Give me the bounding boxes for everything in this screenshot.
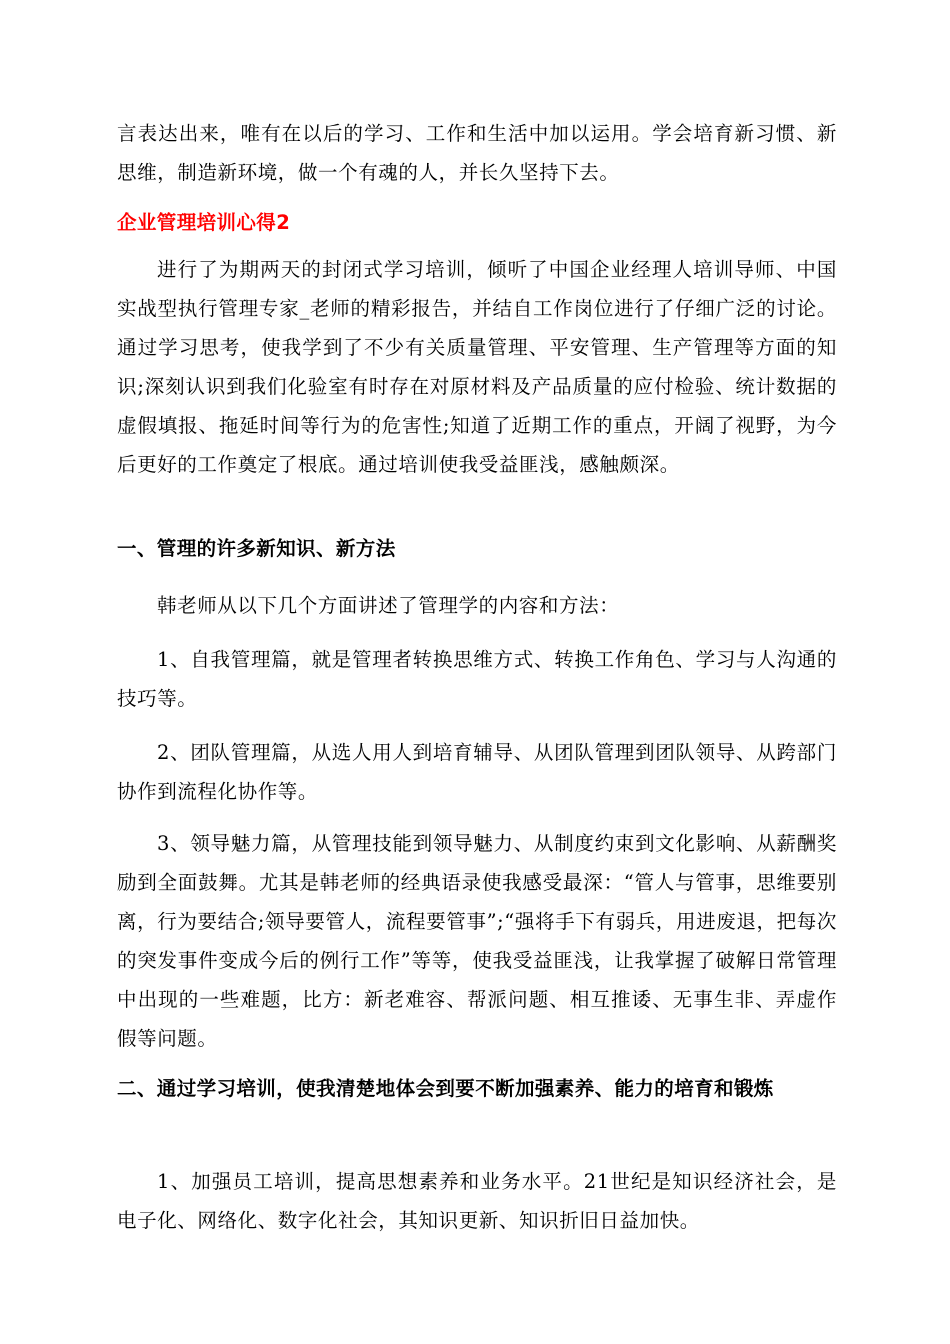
list-item-self-management: 1、自我管理篇，就是管理者转换思维方式、转换工作角色、学习与人沟通的技巧等。 bbox=[117, 648, 837, 710]
paragraph-han-intro: 韩老师从以下几个方面讲述了管理学的内容和方法： bbox=[157, 594, 620, 617]
list-item-team-management: 2、团队管理篇，从选人用人到培育辅导、从团队管理到团队领导、从跨部门协作到流程化协作等。 bbox=[117, 741, 837, 803]
intro-paragraph: 进行了为期两天的封闭式学习培训，倾听了中国企业经理人培训导师、中国实战型执行管理专家_老师的精彩报告，并结自工作岗位进行了仔细广泛的讨论。通过学习思考，使我学到了不少有关质量管理、平安管理、生产管理等方面的知识;深刻认识到我们化验室有时存在对原材料及产品质量的应付检验、统计数据的虚假填报、拖延时间等行为的危害性;知道了近期工作的重点，开阔了视野，为今后更好的工作奠定了根底。通过培训使我受益匪浅，感触颇深。 bbox=[117, 258, 837, 476]
top-paragraph: 言表达出来，唯有在以后的学习、工作和生活中加以运用。学会培育新习惯、新思维，制造新环境，做一个有魂的人，并长久坚持下去。 bbox=[117, 122, 837, 184]
list-item-leadership: 3、领导魅力篇，从管理技能到领导魅力、从制度约束到文化影响、从薪酬奖励到全面鼓舞。尤其是韩老师的经典语录使我感受最深：“管人与管事，思维要别离，行为要结合;领导要管人，流程要管事”;“强将手下有弱兵，用进废退，把每次的突发事件变成今后的例行工作”等等，使我受益匪浅，让我掌握了破解日常管理中出现的一些难题，比方：新老难容、帮派问题、相互推诿、无事生非、弄虚作假等问题。 bbox=[117, 832, 837, 1050]
list-item-staff-training: 1、加强员工培训，提高思想素养和业务水平。21世纪是知识经济社会，是电子化、网络化、数字化社会，其知识更新、知识折旧日益加快。 bbox=[117, 1170, 837, 1232]
heading-2: 二、通过学习培训，使我清楚地体会到要不断加强素养、能力的培育和锻炼 bbox=[117, 1077, 774, 1100]
section-title: 企业管理培训心得2 bbox=[117, 211, 291, 234]
heading-1: 一、管理的许多新知识、新方法 bbox=[117, 537, 396, 560]
